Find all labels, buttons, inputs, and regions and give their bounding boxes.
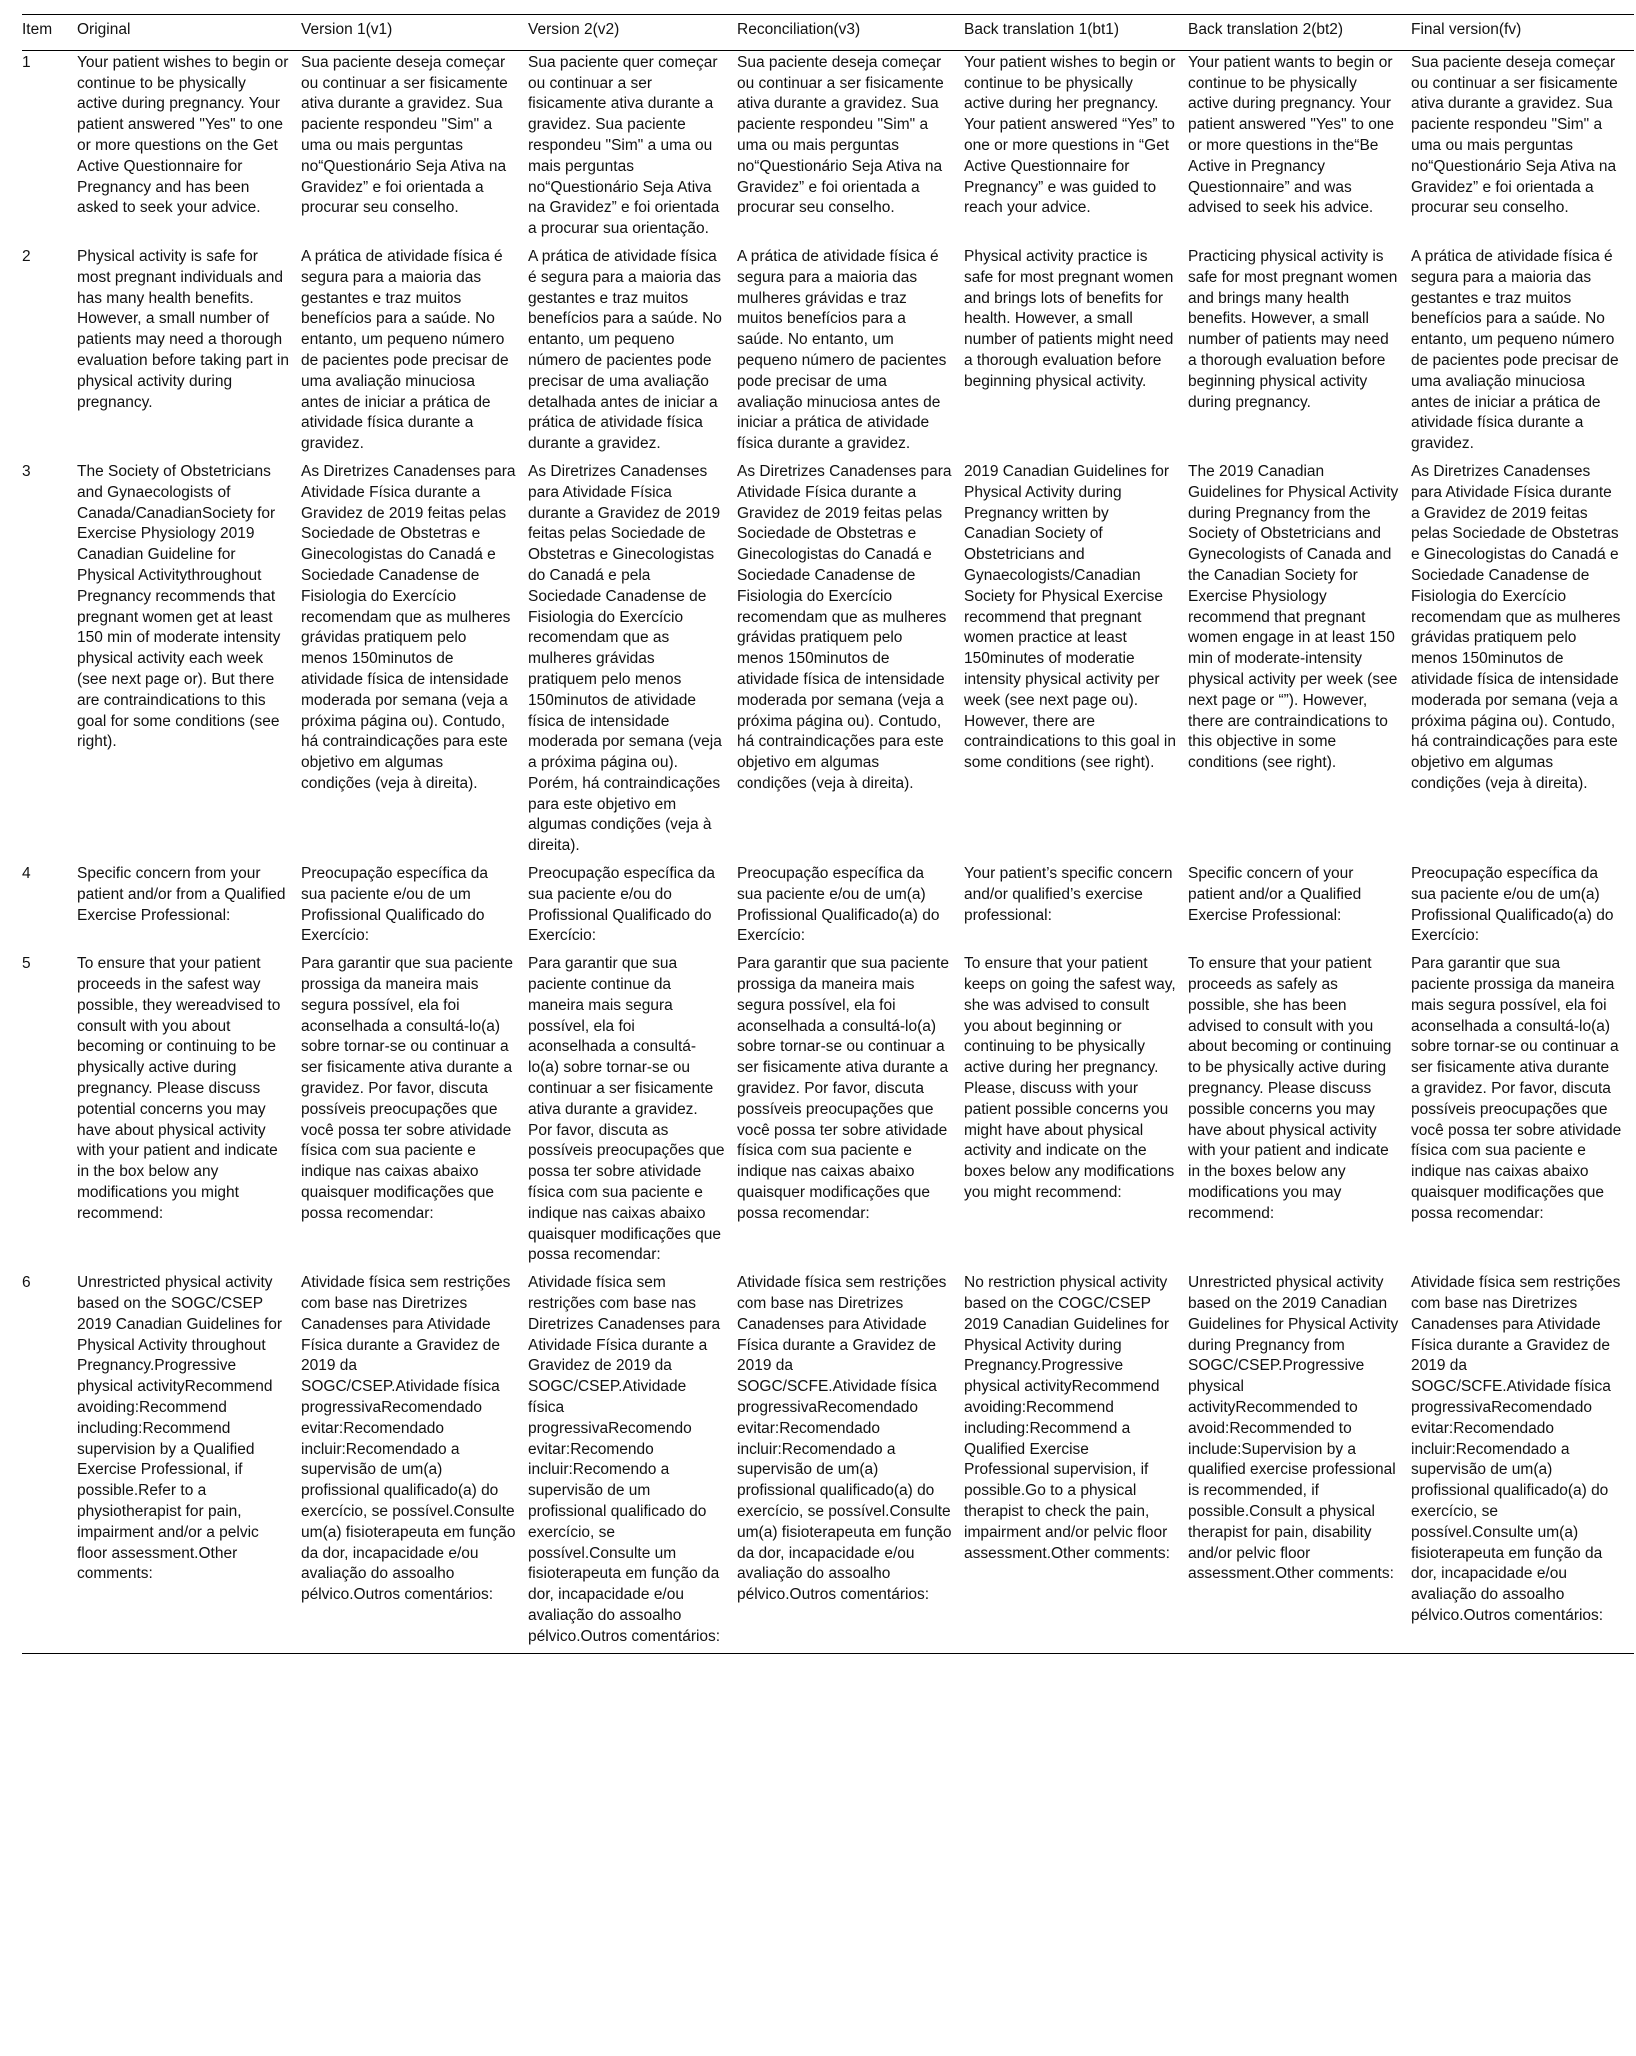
cell-v1: Preocupação específica da sua paciente e/ou de um Profissional Qualificado do Exercício: [301, 865, 488, 945]
cell-v3: Para garantir que sua paciente prossiga da maneira mais segura possível, ela foi aconselhada a consultá-lo(a) sobre tornar-se ou continuar a ser fisicamente ativa durante a gravidez. Por favor, discuta possíveis preocupações que você possa ter sobre atividade física com sua paciente e indique nas caixas abaixo quaisquer modificações que possa recomendar: [737, 955, 949, 1222]
cell-original: Unrestricted physical activity based on the SOGC/CSEP 2019 Canadian Guidelines for Physical Activity throughout Pregnancy.Progressive physical activityRecommend avoiding:Recommend including:Recommend supervision by a Qualified Exercise Professional, if possible.Refer to a physiotherapist for pain, impairment and/or a pelvic floor assessment.Other comments: [77, 1271, 301, 1653]
cell-v3: A prática de atividade física é segura para a maioria das mulheres grávidas e traz muitos benefícios para a saúde. No entanto, um pequeno número de pacientes pode precisar de uma avaliação minuciosa antes de iniciar a prática de atividade física durante a gravidez. [737, 247, 947, 453]
cell-v3: Atividade física sem restrições com base nas Diretrizes Canadenses para Atividade Física durante a Gravidez de 2019 da SOGC/SCFE.Atividade física progressivaRecomendado evitar:Recomendado incluir:Recomendado a supervisão de um(a) profissional qualificado(a) do exercício, se possível.Consulte um(a) fisioterapeuta em função da dor, incapacidade e/ou avaliação do assoalho pélvico.Outros comentários: [737, 1271, 964, 1653]
cell-item: 6 [22, 1271, 77, 1653]
header-version-1: Version 1(v1) [301, 15, 528, 51]
table-row [22, 1271, 1634, 1653]
cell-v2: A prática de atividade física é segura para a maioria das gestantes e traz muitos benefícios para a saúde. No entanto, um pequeno número de pacientes pode precisar de uma avaliação detalhada antes de iniciar a prática de atividade física durante a gravidez. [528, 247, 722, 453]
cell-bt2: Practicing physical activity is safe for most pregnant women and brings many health benefits. However, a small number of patients may need a thorough evaluation before beginning physical activity during pregnancy. [1188, 247, 1398, 411]
header-back-translation-2: Back translation 2(bt2) [1188, 15, 1411, 51]
cell-v3: Sua paciente deseja começar ou continuar a ser fisicamente ativa durante a gravidez. Sua paciente respondeu "Sim" a uma ou mais perguntas no“Questionário Seja Ativa na Gravidez” e foi orientada a procurar seu conselho. [737, 53, 944, 217]
cell-original: The Society of Obstetricians and Gynaecologists of Canada/CanadianSociety for Exercise Physiology 2019 Canadian Guideline for Physical Activitythroughout Pregnancy recommends that pregnant women get at least 150 min of moderate intensity physical activity each week (see next page or). But there are contraindications to this goal for some conditions (see right). [77, 462, 281, 751]
cell-v1: Para garantir que sua paciente prossiga da maneira mais segura possível, ela foi aconselhada a consultá-lo(a) sobre tornar-se ou continuar a ser fisicamente ativa durante a gravidez. Por favor, discuta possíveis preocupações que você possa ter sobre atividade física com sua paciente e indique nas caixas abaixo quaisquer modificações que possa recomendar: [301, 955, 513, 1222]
header-version-2: Version 2(v2) [528, 15, 737, 51]
cell-v1: Atividade física sem restrições com base nas Diretrizes Canadenses para Atividade Física durante a Gravidez de 2019 da SOGC/CSEP.Atividade física progressivaRecomendado evitar:Recomendado incluir:Recomendado a supervisão de um(a) profissional qualificado(a) do exercício, se possível.Consulte um(a) fisioterapeuta em função da dor, incapacidade e/ou avaliação do assoalho pélvico.Outros comentários: [301, 1271, 528, 1653]
cell-item: 2 [22, 247, 31, 265]
cell-original: Specific concern from your patient and/or from a Qualified Exercise Professional: [77, 865, 286, 924]
cell-bt1: To ensure that your patient keeps on going the safest way, she was advised to consult you about beginning or continuing to be physically active during her pregnancy. Please, discuss with your patient possible concerns you might have about physical activity and indicate on the boxes below any modifications you might recommend: [964, 955, 1176, 1202]
cell-v1: As Diretrizes Canadenses para Atividade Física durante a Gravidez de 2019 feitas pelas Sociedade de Obstetras e Ginecologistas do Canadá e Sociedade Canadense de Fisiologia do Exercício recomendam que as mulheres grávidas pratiquem pelo menos 150minutos de atividade física de intensidade moderada por semana (veja a próxima página ou). Contudo, há contraindicações para este objetivo em algumas condições (veja à direita). [301, 462, 516, 792]
table-row [22, 460, 1634, 862]
cell-bt1: Your patient’s specific concern and/or qualified’s exercise professional: [964, 865, 1173, 924]
cell-item: 3 [22, 462, 31, 480]
table-row [22, 245, 1634, 460]
cell-v2: Preocupação específica da sua paciente e/ou do Profissional Qualificado do Exercício: [528, 865, 715, 945]
cell-bt2: To ensure that your patient proceeds as safely as possible, she has been advised to consult with you about becoming or continuing to be physically active during pregnancy. Please discuss possible concerns you may have about physical activity with your patient and indicate in the boxes below any modifications you may recommend: [1188, 955, 1392, 1222]
cell-v1: A prática de atividade física é segura para a maioria das gestantes e traz muitos benefícios para a saúde. No entanto, um pequeno número de pacientes pode precisar de uma avaliação minuciosa antes de iniciar a prática de atividade física durante a gravidez. [301, 247, 509, 453]
header-original: Original [77, 15, 301, 51]
cell-original: Physical activity is safe for most pregnant individuals and has many health benefits. However, a small number of patients may need a thorough evaluation before taking part in physical activity during pregnancy. [77, 247, 289, 411]
table-row [22, 862, 1634, 952]
cell-fv: Preocupação específica da sua paciente e/ou de um(a) Profissional Qualificado(a) do Exercício: [1411, 865, 1614, 945]
cell-item: 4 [22, 865, 31, 883]
cell-fv: As Diretrizes Canadenses para Atividade Física durante a Gravidez de 2019 feitas pelas Sociedade de Obstetras e Ginecologistas do Canadá e Sociedade Canadense de Fisiologia do Exercício recomendam que as mulheres grávidas pratiquem pelo menos 150minutos de atividade física de intensidade moderada por semana (veja a próxima página ou). Contudo, há contraindicações para este objetivo em algumas condições (veja à direita). [1411, 462, 1621, 792]
header-back-translation-1: Back translation 1(bt1) [964, 15, 1188, 51]
cell-original: To ensure that your patient proceeds in the safest way possible, they wereadvised to consult with you about becoming or continuing to be physically active during pregnancy. Please discuss potential concerns you may have about physical activity with your patient and indicate in the box below any modifications you might recommend: [77, 955, 281, 1222]
cell-bt2: Unrestricted physical activity based on the 2019 Canadian Guidelines for Physical Activity during Pregnancy from SOGC/CSEP.Progressive physical activityRecommended to avoid:Recommended to include:Supervision by a qualified exercise professional is recommended, if possible.Consult a physical therapist for pain, disability and/or pelvic floor assessment.Other comments: [1188, 1271, 1411, 1653]
cell-fv: Para garantir que sua paciente prossiga da maneira mais segura possível, ela foi aconselhada a consultá-lo(a) sobre tornar-se ou continuar a ser fisicamente ativa durante a gravidez. Por favor, discuta possíveis preocupações que você possa ter sobre atividade física com sua paciente e indique nas caixas abaixo quaisquer modificações que possa recomendar: [1411, 955, 1622, 1222]
cell-original: Your patient wishes to begin or continue to be physically active during pregnancy. Your patient answered "Yes" to one or more questions on the Get Active Questionnaire for Pregnancy and has been asked to seek your advice. [77, 53, 289, 217]
header-reconciliation: Reconciliation(v3) [737, 15, 964, 51]
cell-item: 1 [22, 53, 31, 71]
cell-v2: Para garantir que sua paciente continue da maneira mais segura possível, ela foi aconselhada a consultá-lo(a) sobre tornar-se ou continuar a ser fisicamente ativa durante a gravidez. Por favor, discuta as possíveis preocupações que possa ter sobre atividade física com sua paciente e indique nas caixas abaixo quaisquer modificações que possa recomendar: [528, 955, 725, 1264]
cell-v2: Sua paciente quer começar ou continuar a ser fisicamente ativa durante a gravidez. Sua paciente respondeu "Sim" a uma ou mais perguntas no“Questionário Seja Ativa na Gravidez” e foi orientada a procurar sua orientação. [528, 53, 720, 238]
cell-fv: Atividade física sem restrições com base nas Diretrizes Canadenses para Atividade Física durante a Gravidez de 2019 da SOGC/SCFE.Atividade física progressivaRecomendado evitar:Recomendado incluir:Recomendado a supervisão de um(a) profissional qualificado(a) do exercício, se possível.Consulte um(a) fisioterapeuta em função da dor, incapacidade e/ou avaliação do assoalho pélvico.Outros comentários: [1411, 1271, 1634, 1653]
cell-v3: As Diretrizes Canadenses para Atividade Física durante a Gravidez de 2019 feitas pelas Sociedade de Obstetras e Ginecologistas do Canadá e Sociedade Canadense de Fisiologia do Exercício recomendam que as mulheres grávidas pratiquem pelo menos 150minutos de atividade física de intensidade moderada por semana (veja a próxima página ou). Contudo, há contraindicações para este objetivo em algumas condições (veja à direita). [737, 462, 952, 792]
cell-bt1: 2019 Canadian Guidelines for Physical Activity during Pregnancy written by Canadian Society of Obstetricians and Gynaecologists/Canadian Society for Physical Exercise recommend that pregnant women practice at least 150minutes of moderatie intensity physical activity per week (see next page ou). However, there are contraindications to this goal in some conditions (see right). [964, 462, 1176, 772]
cell-v3: Preocupação específica da sua paciente e/ou de um(a) Profissional Qualificado(a) do Exercício: [737, 865, 940, 945]
cell-v2: As Diretrizes Canadenses para Atividade Física durante a Gravidez de 2019 feitas pelas Sociedade de Obstetras e Ginecologistas do Canadá e pela Sociedade Canadense de Fisiologia do Exercício recomendam que as mulheres grávidas pratiquem pelo menos 150minutos de atividade física de intensidade moderada por semana (veja a próxima página ou). Porém, há contraindicações para este objetivo em algumas condições (veja à direita). [528, 462, 722, 855]
cell-v1: Sua paciente deseja começar ou continuar a ser fisicamente ativa durante a gravidez. Sua paciente respondeu "Sim" a uma ou mais perguntas no“Questionário Seja Ativa na Gravidez” e foi orientada a procurar seu conselho. [301, 53, 508, 217]
header-row [22, 15, 1634, 51]
translation-table [22, 14, 1634, 1654]
cell-fv: A prática de atividade física é segura para a maioria das gestantes e traz muitos benefícios para a saúde. No entanto, um pequeno número de pacientes pode precisar de uma avaliação minuciosa antes de iniciar a prática de atividade física durante a gravidez. [1411, 247, 1619, 453]
header-item: Item [22, 15, 77, 51]
table-row [22, 50, 1634, 245]
cell-v2: Atividade física sem restrições com base nas Diretrizes Canadenses para Atividade Física durante a Gravidez de 2019 da SOGC/CSEP.Atividade física progressivaRecomendo evitar:Recomendo incluir:Recomendo a supervisão de um profissional qualificado do exercício, se possível.Consulte um fisioterapeuta em função da dor, incapacidade e/ou avaliação do assoalho pélvico.Outros comentários: [528, 1271, 737, 1653]
header-final-version: Final version(fv) [1411, 15, 1634, 51]
cell-bt1: No restriction physical activity based on the COGC/CSEP 2019 Canadian Guidelines for Physical Activity during Pregnancy.Progressive physical activityRecommend avoiding:Recommend including:Recommend a Qualified Exercise Professional supervision, if possible.Go to a physical therapist to check the pain, impairment and/or pelvic floor assessment.Other comments: [964, 1271, 1188, 1653]
cell-bt2: The 2019 Canadian Guidelines for Physical Activity during Pregnancy from the Society of Obstetricians and Gynecologists of Canada and the Canadian Society for Exercise Physiology recommend that pregnant women engage in at least 150 min of moderate-intensity physical activity per week (see next page or “”). However, there are contraindications to this objective in some conditions (see right). [1188, 462, 1399, 772]
cell-bt2: Your patient wants to begin or continue to be physically active during pregnancy. Your patient answered "Yes" to one or more questions in the“Be Active in Pregnancy Questionnaire” and was advised to seek his advice. [1188, 53, 1395, 217]
cell-bt2: Specific concern of your patient and/or a Qualified Exercise Professional: [1188, 865, 1362, 924]
table-row [22, 952, 1634, 1271]
cell-bt1: Your patient wishes to begin or continue to be physically active during her pregnancy. Your patient answered “Yes” to one or more questions in “Get Active Questionnaire for Pregnancy” e was guided to reach your advice. [964, 53, 1176, 217]
cell-bt1: Physical activity practice is safe for most pregnant women and brings lots of benefits for health. However, a small number of patients might need a thorough evaluation before beginning physical activity. [964, 247, 1174, 390]
cell-item: 5 [22, 955, 31, 973]
cell-fv: Sua paciente deseja começar ou continuar a ser fisicamente ativa durante a gravidez. Sua paciente respondeu "Sim" a uma ou mais perguntas no“Questionário Seja Ativa na Gravidez” e foi orientada a procurar seu conselho. [1411, 53, 1618, 217]
